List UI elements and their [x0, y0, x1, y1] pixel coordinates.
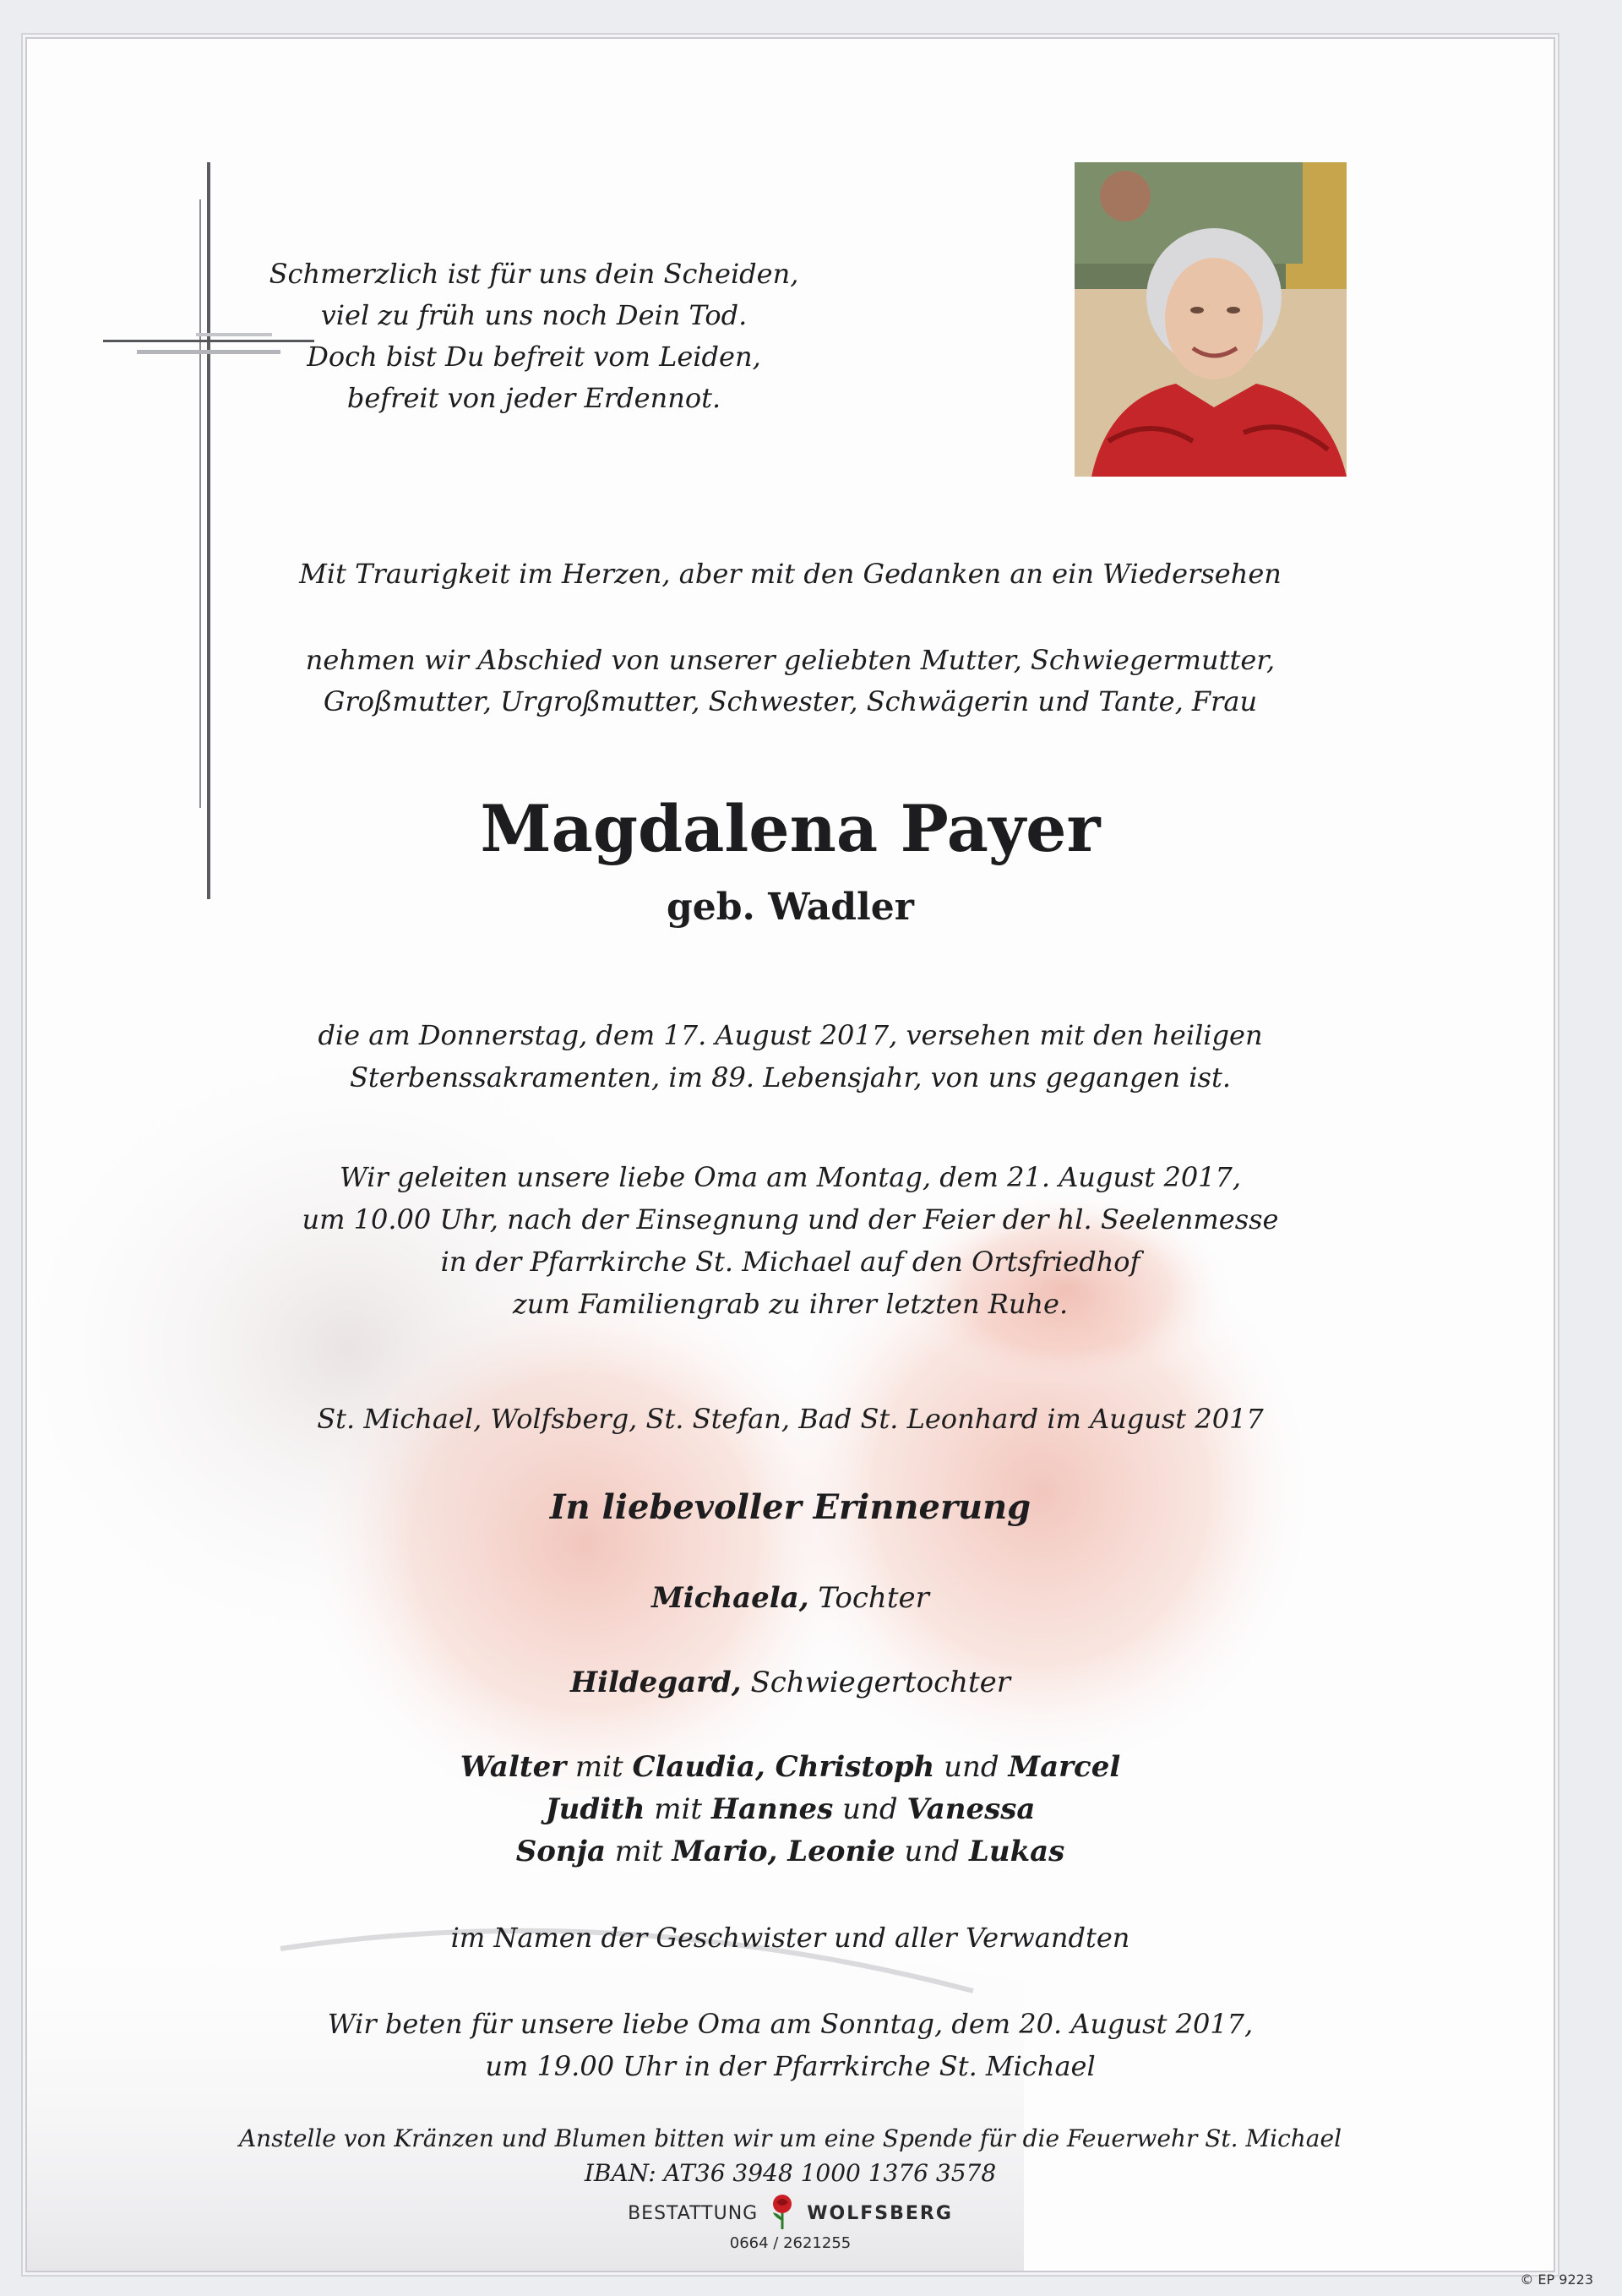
print-code: © EP 9223	[1520, 2271, 1593, 2288]
family-name: Mario, Leonie	[672, 1835, 895, 1868]
iban-text: IBAN: AT36 3948 1000 1376 3578	[584, 2159, 997, 2187]
funeral-line: Wir geleiten unsere liebe Oma am Montag, dem 21. August 2017,	[339, 1161, 1242, 1193]
family-name: Judith	[545, 1792, 645, 1826]
relatives-text: im Namen der Geschwister und aller Verwandten	[450, 1922, 1130, 1954]
logo-right-text: WOLFSBERG	[807, 2203, 953, 2224]
place-date: St. Michael, Wolfsberg, St. Stefan, Bad St. Leonhard im August 2017	[317, 1403, 1264, 1435]
death-notice-line: Sterbenssakramenten, im 89. Lebensjahr, von uns gegangen ist.	[350, 1061, 1231, 1093]
portrait-photo	[1075, 162, 1347, 477]
poem-line: Schmerzlich ist für uns dein Scheiden,	[269, 258, 799, 290]
family-connector: und	[833, 1792, 907, 1826]
family-name: Walter	[460, 1750, 567, 1784]
prayer-line: um 19.00 Uhr in der Pfarrkirche St. Michael	[485, 2050, 1096, 2082]
family-name: Sonja	[515, 1835, 606, 1868]
family-name: Lukas	[968, 1835, 1065, 1868]
farewell-line: Großmutter, Urgroßmutter, Schwester, Schwägerin und Tante, Frau	[323, 685, 1258, 717]
donation-text: Anstelle von Kränzen und Blumen bitten wir um eine Spende für die Feuerwehr St. Michael	[238, 2124, 1342, 2152]
rose-icon	[768, 2192, 797, 2231]
family-judith	[27, 1788, 1554, 1830]
family-name: Michaela,	[651, 1581, 809, 1615]
prayer-line: Wir beten für unsere liebe Oma am Sonntag, dem 20. August 2017,	[327, 2008, 1254, 2040]
poem-line: viel zu früh uns noch Dein Tod.	[320, 299, 748, 331]
intro-text: Mit Traurigkeit im Herzen, aber mit den Gedanken an ein Wiedersehen	[299, 558, 1282, 590]
family-connector: mit	[645, 1792, 711, 1826]
death-notice-line: die am Donnerstag, dem 17. August 2017, versehen mit den heiligen	[318, 1019, 1263, 1051]
family-hildegard	[27, 1661, 1554, 1704]
family-connector: und	[895, 1835, 969, 1868]
birth-name: geb. Wadler	[667, 886, 914, 929]
obituary-sheet	[25, 37, 1555, 2272]
family-role: Schwiegertochter	[741, 1666, 1011, 1699]
memory-heading: In liebevoller Erinnerung	[549, 1487, 1031, 1527]
family-michaela	[27, 1577, 1554, 1619]
poem-line: befreit von jeder Erdennot.	[346, 382, 721, 414]
funeral-home-phone: 0664 / 2621255	[729, 2234, 852, 2252]
family-connector: mit	[606, 1835, 672, 1868]
family-name: Hildegard,	[569, 1666, 742, 1699]
family-name: Marcel	[1008, 1750, 1121, 1784]
family-name: Vanessa	[906, 1792, 1036, 1826]
family-connector: und	[934, 1750, 1009, 1784]
funeral-line: in der Pfarrkirche St. Michael auf den Ortsfriedhof	[440, 1246, 1140, 1278]
family-sonja	[27, 1830, 1554, 1873]
deceased-name: Magdalena Payer	[480, 791, 1101, 866]
funeral-home-logo	[27, 2192, 1554, 2231]
funeral-line: um 10.00 Uhr, nach der Einsegnung und der Feier der hl. Seelenmesse	[302, 1203, 1279, 1235]
family-connector: mit	[566, 1750, 633, 1784]
funeral-line: zum Familiengrab zu ihrer letzten Ruhe.	[512, 1288, 1069, 1320]
family-role: Tochter	[808, 1581, 929, 1615]
family-name: Claudia, Christoph	[632, 1750, 935, 1784]
farewell-line: nehmen wir Abschied von unserer geliebten Mutter, Schwiegermutter,	[305, 644, 1276, 676]
logo-left-text: BESTATTUNG	[628, 2203, 759, 2224]
poem-line: Doch bist Du befreit vom Leiden,	[307, 341, 761, 373]
family-name: Hannes	[710, 1792, 834, 1826]
family-walter	[27, 1746, 1554, 1788]
